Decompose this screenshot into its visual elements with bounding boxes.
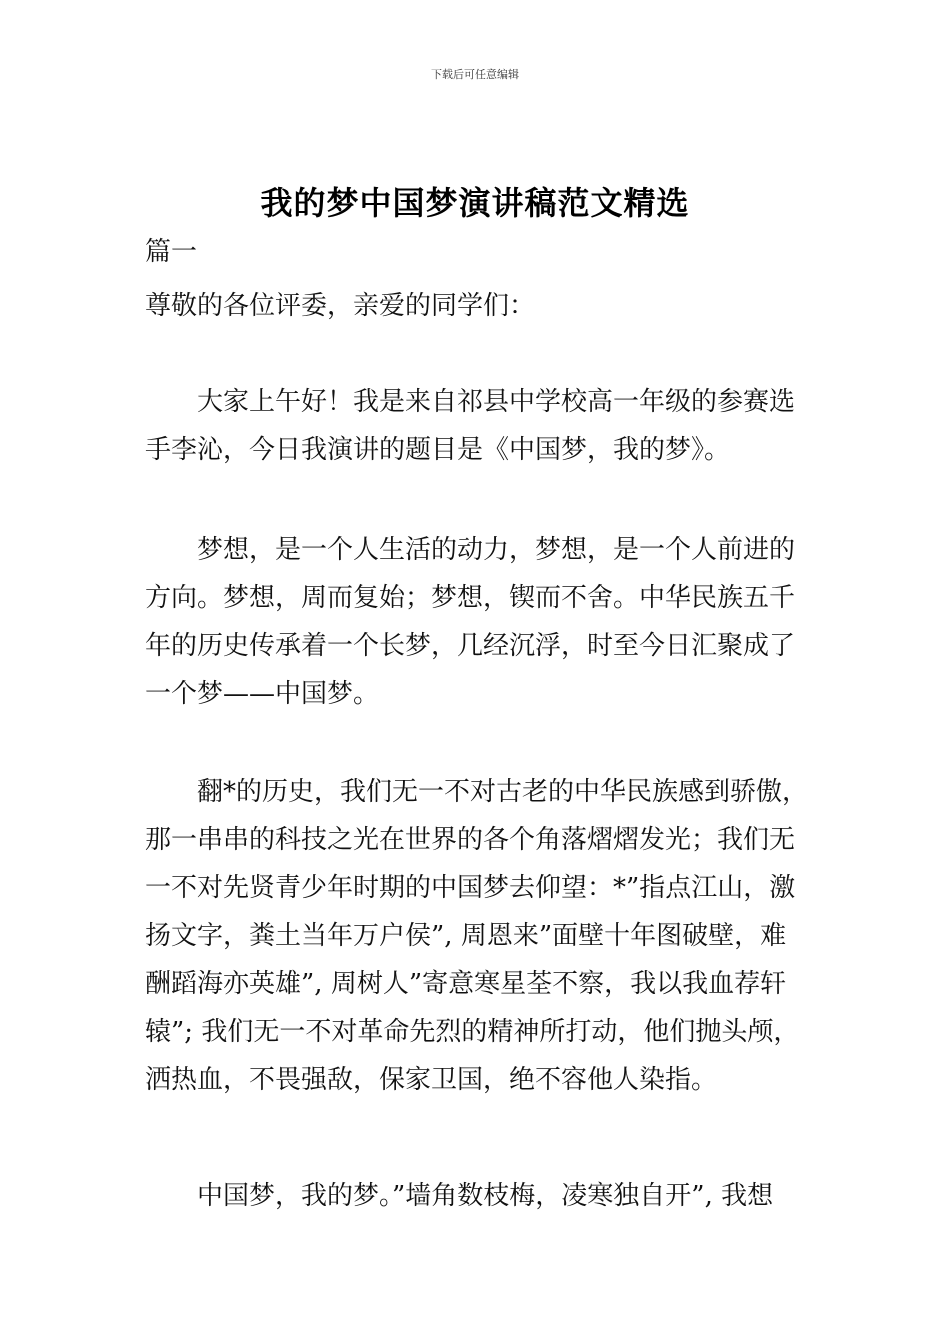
paragraph-line: 那一串串的科技之光在世界的各个角落熠熠发光；我们无 bbox=[145, 825, 796, 855]
section-label: 篇一 bbox=[145, 237, 198, 267]
paragraph-line: 酬蹈海亦英雄”, 周树人”寄意寒星荃不察，我以我血荐轩 bbox=[145, 969, 787, 999]
paragraph-1 bbox=[145, 378, 815, 474]
paragraph-line: 扬文字，粪土当年万户侯”, 周恩来”面壁十年图破壁，难 bbox=[145, 921, 787, 951]
paragraph-line: 一个梦——中国梦。 bbox=[145, 679, 380, 709]
paragraph-line: 翻*的历史，我们无一不对古老的中华民族感到骄傲， bbox=[197, 777, 809, 807]
paragraph-line: 年的历史传承着一个长梦，几经沉浮，时至今日汇聚成了 bbox=[145, 631, 796, 661]
document-title: 我的梦中国梦演讲稿范文精选 bbox=[260, 184, 690, 222]
paragraph-line: 一不对先贤青少年时期的中国梦去仰望：*”指点江山，激 bbox=[145, 873, 796, 903]
paragraph-line: 方向。梦想，周而复始；梦想，锲而不舍。中华民族五千 bbox=[145, 583, 796, 613]
paragraph-2 bbox=[145, 526, 815, 718]
paragraph-line: 洒热血，不畏强敌，保家卫国，绝不容他人染指。 bbox=[145, 1065, 718, 1095]
paragraph-line: 辕”; 我们无一不对革命先烈的精神所打动，他们抛头颅， bbox=[145, 1017, 800, 1047]
paragraph-line: 大家上午好！我是来自祁县中学校高一年级的参赛选 bbox=[197, 387, 796, 417]
paragraph-3 bbox=[145, 768, 815, 1104]
greeting-line: 尊敬的各位评委，亲爱的同学们： bbox=[145, 291, 536, 321]
paragraph-line: 梦想，是一个人生活的动力，梦想，是一个人前进的 bbox=[197, 535, 796, 565]
paragraph-line: 手李沁，今日我演讲的题目是《中国梦，我的梦》。 bbox=[145, 435, 731, 465]
paragraph-line: 中国梦，我的梦。”墙角数枝梅，凌寒独自开”, 我想 bbox=[197, 1181, 774, 1211]
header-note: 下载后可任意编辑 bbox=[431, 68, 519, 81]
paragraph-4 bbox=[145, 1172, 815, 1220]
